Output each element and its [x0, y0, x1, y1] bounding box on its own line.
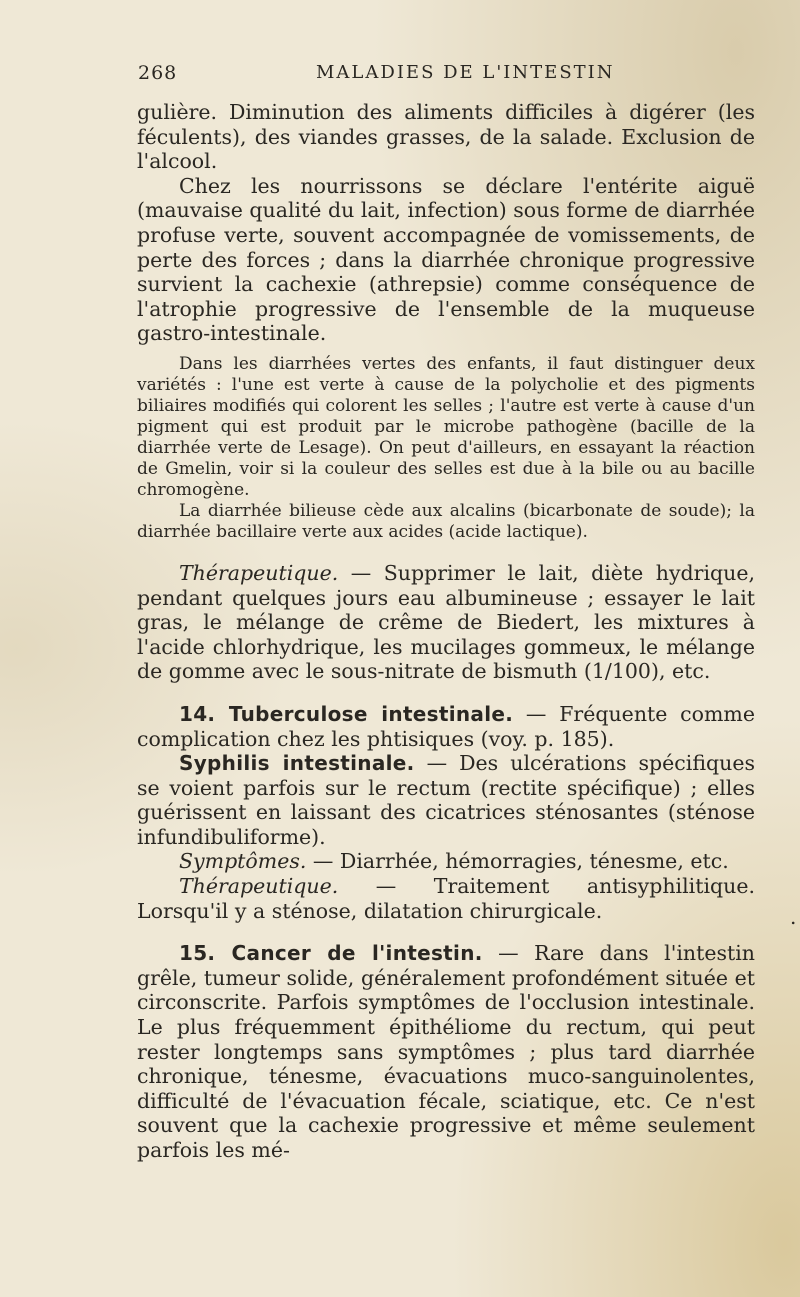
note-paragraph-2: La diarrhée bilieuse cède aux alcalins (bicarbonate de soude); la diarrhée bacillaire verte aux acides (acide lactique).	[137, 500, 755, 542]
paragraph-1: gulière. Diminution des aliments difficiles à digérer (les féculents), des viandes grasses, de la salade. Exclusion de l'alcool.	[137, 100, 755, 174]
therapeutics-label-2: Thérapeutique.	[179, 874, 339, 899]
cancer-section	[137, 941, 755, 1162]
syphilis-paragraph	[137, 751, 755, 849]
section-heading-14: 14. Tuberculose intestinale.	[179, 701, 514, 726]
note-paragraph-1: Dans les diarrhées vertes des enfants, il faut distinguer deux variétés : l'une est verte à cause de la polycholie et des pigments biliaires modifiés qui colorent les selles ; l'autre est verte à cause d'un pigment qui est produit par le microbe pathogène (bacille de la diarrhée verte de Lesage). On peut d'ailleurs, en essayant la réaction de Gmelin, voir si la couleur des selles est due à la bile ou au bacille chromogène.	[137, 353, 755, 500]
tuberculosis-section	[137, 702, 755, 751]
symptoms-text: — Diarrhée, hémorragies, ténesme, etc.	[306, 849, 729, 874]
cancer-text: — Rare dans l'intestin grêle, tumeur solide, généralement profondément située et circonscrite. Parfois symptômes de l'occlusion intestinale. Le plus fréquemment épithéliome du rectum, qui peut rester longtemps sans symptômes ; plus tard diarrhée chronique, ténesme, évacuations muco-sanguinolentes, difficulté de l'évacuation fécale, sciatique, etc. Ce n'est souvent que la cachexie progressive et même seulement parfois les mé-	[137, 941, 756, 1162]
syphilis-heading: Syphilis intestinale.	[179, 751, 415, 776]
page-header	[138, 62, 698, 88]
therapeutics-text-1: — Supprimer le lait, diète hydrique, pendant quelques jours eau albumineuse ; essayer le lait gras, le mélange de crême de Biedert, les mixtures à l'acide chlorhydrique, les mucilages gommeux, le mélange de gomme avec le sous-nitrate de bismuth (1/100), etc.	[137, 560, 755, 684]
tuberculosis-text: — Fréquente comme complication chez les phtisiques (voy. p. 185).	[137, 701, 755, 751]
therapeutics-paragraph-2	[137, 874, 755, 923]
syphilis-text: — Des ulcérations spécifiques se voient parfois sur le rectum (rectite spécifique) ; elles guérissent en laissant des cicatrices sténosantes (sténose infundibuliforme).	[137, 751, 755, 849]
page-number: 268	[138, 62, 178, 84]
paragraph-2: Chez les nourrissons se déclare l'entérite aiguë (mauvaise qualité du lait, infection) sous forme de diarrhée profuse verte, souvent accompagnée de vomissements, de perte des forces ; dans la diarrhée chronique progressive survient la cachexie (athrepsie) comme conséquence de l'atrophie progressive de l'ensemble de la muqueuse gastro-intestinale.	[137, 173, 755, 346]
therapeutics-text-2: — Traitement antisyphilitique. Lorsqu'il y a sténose, dilatation chirurgicale.	[137, 874, 755, 923]
margin-speck: .	[790, 905, 797, 929]
section-heading-15: 15. Cancer de l'intestin.	[179, 941, 483, 966]
therapeutics-label-1: Thérapeutique.	[179, 560, 339, 585]
symptoms-label: Symptômes.	[179, 849, 307, 874]
running-head: MALADIES DE L'INTESTIN	[316, 62, 615, 83]
symptoms-paragraph	[137, 849, 755, 874]
body-text	[137, 100, 755, 1163]
therapeutics-paragraph-1	[137, 561, 755, 684]
